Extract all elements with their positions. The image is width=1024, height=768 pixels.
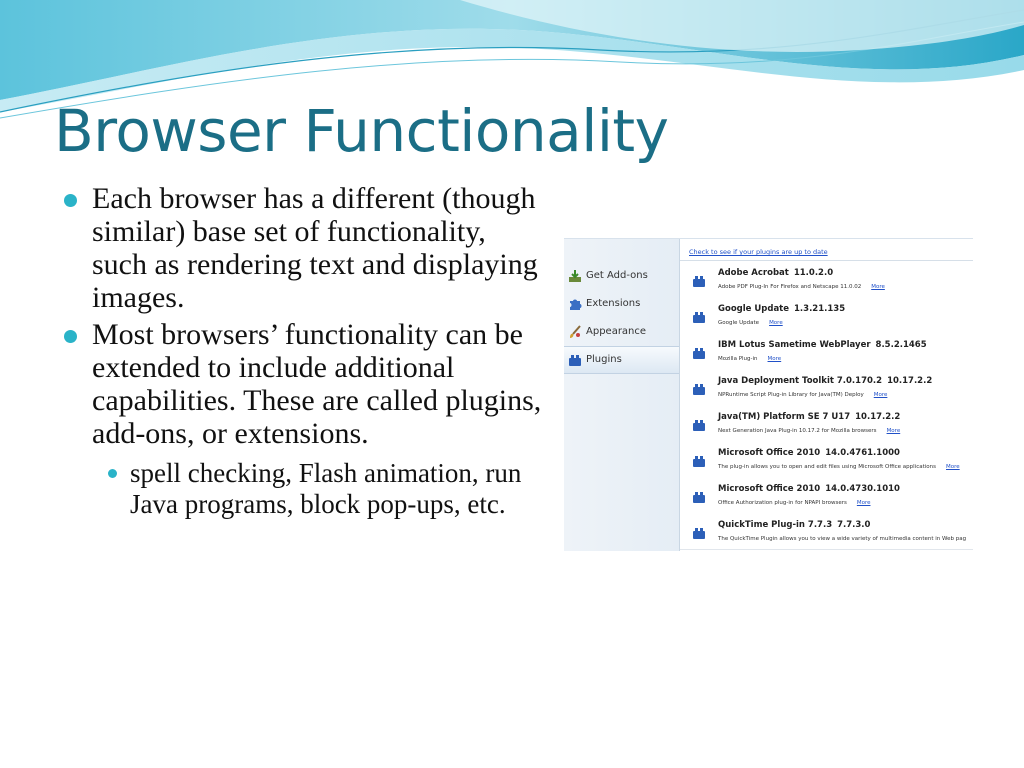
plugin-more-link[interactable]: More: [886, 428, 901, 434]
plugin-description: Adobe PDF Plug-In For Firefox and Netscape 11.0.02 More: [718, 284, 885, 290]
sidebar-item-label: Get Add-ons: [586, 270, 648, 281]
lego-brick-icon: [568, 353, 582, 367]
check-plugins-link[interactable]: Check to see if your plugins are up to date: [689, 248, 828, 256]
plugin-name: Adobe Acrobat 11.0.2.0: [718, 268, 834, 278]
plugin-version: 10.17.2.2: [887, 376, 933, 386]
sidebar-item-extensions[interactable]: [564, 291, 679, 317]
plugin-row[interactable]: [680, 333, 973, 370]
plugin-version: 14.0.4761.1000: [825, 448, 900, 458]
sidebar-item-plugins[interactable]: [564, 346, 679, 374]
plugin-row[interactable]: [680, 513, 973, 550]
plugin-more-link[interactable]: More: [767, 356, 782, 362]
plugin-more-link[interactable]: More: [856, 500, 871, 506]
slide-body: [62, 182, 542, 520]
addons-manager-screenshot: [564, 238, 973, 551]
plugin-name: Java(TM) Platform SE 7 U17 10.17.2.2: [718, 412, 901, 422]
lego-brick-icon: [692, 419, 706, 431]
bullet-dot: [64, 194, 77, 207]
plugin-version: 7.7.3.0: [837, 520, 871, 530]
plugin-row[interactable]: [680, 405, 973, 442]
plugin-row[interactable]: [680, 477, 973, 514]
plugin-description: Mozilla Plug-in More: [718, 356, 782, 362]
bullet-item: [62, 318, 542, 450]
addons-sidebar: [564, 239, 680, 551]
plugin-more-link[interactable]: More: [871, 284, 885, 290]
plugin-name: Microsoft Office 2010 14.0.4730.1010: [718, 484, 900, 494]
bullet-item: [62, 182, 542, 314]
lego-brick-icon: [692, 311, 706, 323]
plugins-list-panel: [680, 239, 973, 551]
plugin-description: Office Authorization plug-in for NPAPI browsers More: [718, 500, 871, 506]
plugin-description: Google Update More: [718, 320, 783, 326]
plugin-row[interactable]: [680, 369, 973, 406]
plugin-name: QuickTime Plug-in 7.7.3 7.7.3.0: [718, 520, 871, 530]
puzzle-piece-icon: [568, 297, 582, 311]
plugin-description: The plug-in allows you to open and edit files using Microsoft Office applications More: [718, 464, 960, 470]
paintbrush-icon: [568, 325, 582, 339]
sidebar-item-label: Extensions: [586, 298, 641, 309]
sidebar-item-label: Plugins: [586, 354, 622, 365]
plugin-version: 8.5.2.1465: [875, 340, 927, 350]
lego-brick-icon: [692, 527, 706, 539]
plugin-more-link[interactable]: More: [946, 464, 960, 470]
plugin-row[interactable]: [680, 441, 973, 478]
sidebar-item-label: Appearance: [586, 326, 647, 337]
lego-brick-icon: [692, 455, 706, 467]
plugin-description: Next Generation Java Plug-in 10.17.2 for Mozilla browsers More: [718, 428, 901, 434]
plugin-more-link[interactable]: More: [769, 320, 783, 326]
plugin-name: Google Update 1.3.21.135: [718, 304, 846, 314]
plugin-description: NPRuntime Script Plug-in Library for Java(TM) Deploy More: [718, 392, 888, 398]
bullet-text: Most browsers’ functionality can be extended to include additional capabilities. These are called plugins, add-ons, or extensions.: [92, 318, 542, 450]
sidebar-item-get-addons[interactable]: [564, 263, 679, 289]
plugin-version: 11.0.2.0: [793, 268, 834, 278]
plugin-row[interactable]: [680, 261, 973, 298]
plugin-description: The QuickTime Plugin allows you to view a wide variety of multimedia content in Web pag: [718, 536, 967, 542]
plugin-name: Microsoft Office 2010 14.0.4761.1000: [718, 448, 900, 458]
lego-brick-icon: [692, 275, 706, 287]
plugin-version: 1.3.21.135: [794, 304, 846, 314]
lego-brick-icon: [692, 383, 706, 395]
lego-brick-icon: [692, 347, 706, 359]
plugin-name: Java Deployment Toolkit 7.0.170.2 10.17.2.2: [718, 376, 933, 386]
sub-bullet-item: [104, 458, 542, 520]
plugin-more-link[interactable]: More: [873, 392, 888, 398]
plugin-version: 14.0.4730.1010: [825, 484, 900, 494]
slide-title: Browser Functionality: [54, 97, 669, 165]
sub-bullet-text: spell checking, Flash animation, run Java programs, block pop-ups, etc.: [130, 458, 522, 519]
bullet-dot: [64, 330, 77, 343]
lego-brick-icon: [692, 491, 706, 503]
plugin-row[interactable]: [680, 297, 973, 334]
bullet-text: Each browser has a different (though similar) base set of functionality, such as rendering text and displaying images.: [92, 182, 538, 314]
plugin-version: 10.17.2.2: [855, 412, 901, 422]
download-icon: [568, 269, 582, 283]
plugin-name: IBM Lotus Sametime WebPlayer 8.5.2.1465: [718, 340, 927, 350]
bullet-dot: [108, 469, 117, 478]
sidebar-item-appearance[interactable]: [564, 319, 679, 345]
